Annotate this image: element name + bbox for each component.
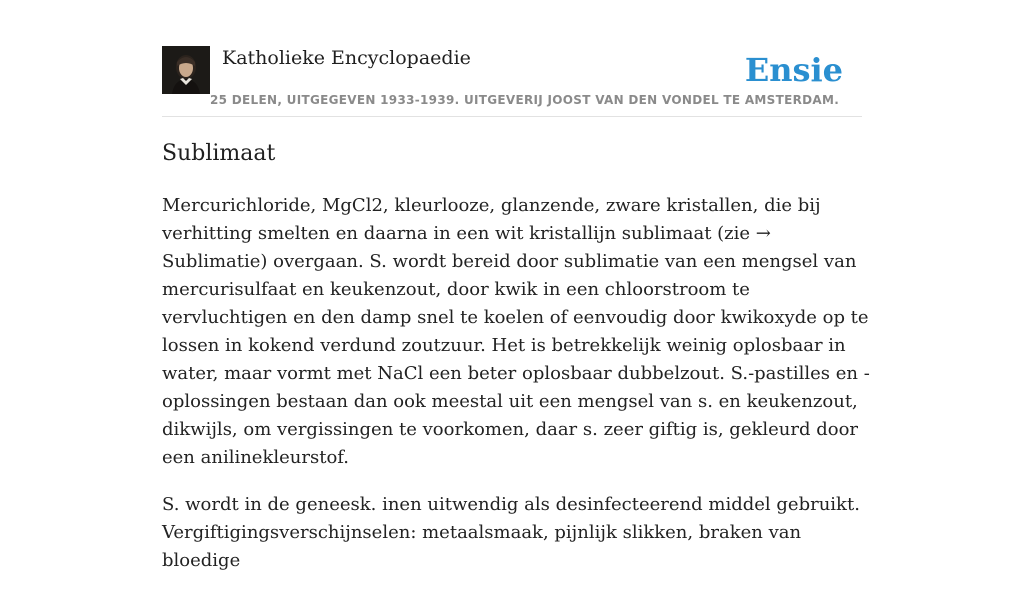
entry-title: Sublimaat <box>162 141 276 166</box>
source-avatar[interactable] <box>162 46 210 94</box>
source-header <box>162 46 862 117</box>
entry-paragraph: Mercurichloride, MgCl2, kleurlooze, glanzende, zware kristallen, die bij verhitting smelten en daarna in een wit kristallijn sublimaat (zie → Sublimatie) overgaan. S. wordt bereid door sublimatie van een mengsel van mercurisulfaat en keukenzout, door kwik in een chloorstroom te vervluchtigen en den damp snel te koelen of eenvoudig door kwikoxyde op te lossen in kokend verdund zoutzuur. Het is betrekkelijk weinig oplosbaar in water, maar vormt met NaCl een beter oplosbaar dubbelzout. S.-pastilles en -oplossingen bestaan dan ook meestal uit een mengsel van s. en keukenzout, dikwijls, om vergissingen te voorkomen, daar s. zeer giftig is, gekleurd door een anilinekleurstof. <box>162 195 870 468</box>
source-title[interactable]: Katholieke Encyclopaedie <box>222 47 471 69</box>
portrait-icon <box>162 46 210 94</box>
entry-body <box>162 192 874 594</box>
entry-paragraph: S. wordt in de geneesk. inen uitwendig als desinfecteerend middel gebruikt. Vergiftigingsverschijnselen: metaalsmaak, pijnlijk slikken, braken van bloedige <box>162 494 860 571</box>
source-meta: 25 DELEN, UITGEGEVEN 1933-1939. UITGEVERIJ JOOST VAN DEN VONDEL TE AMSTERDAM. <box>210 93 840 107</box>
ensie-logo-link[interactable]: Ensie <box>744 51 843 89</box>
